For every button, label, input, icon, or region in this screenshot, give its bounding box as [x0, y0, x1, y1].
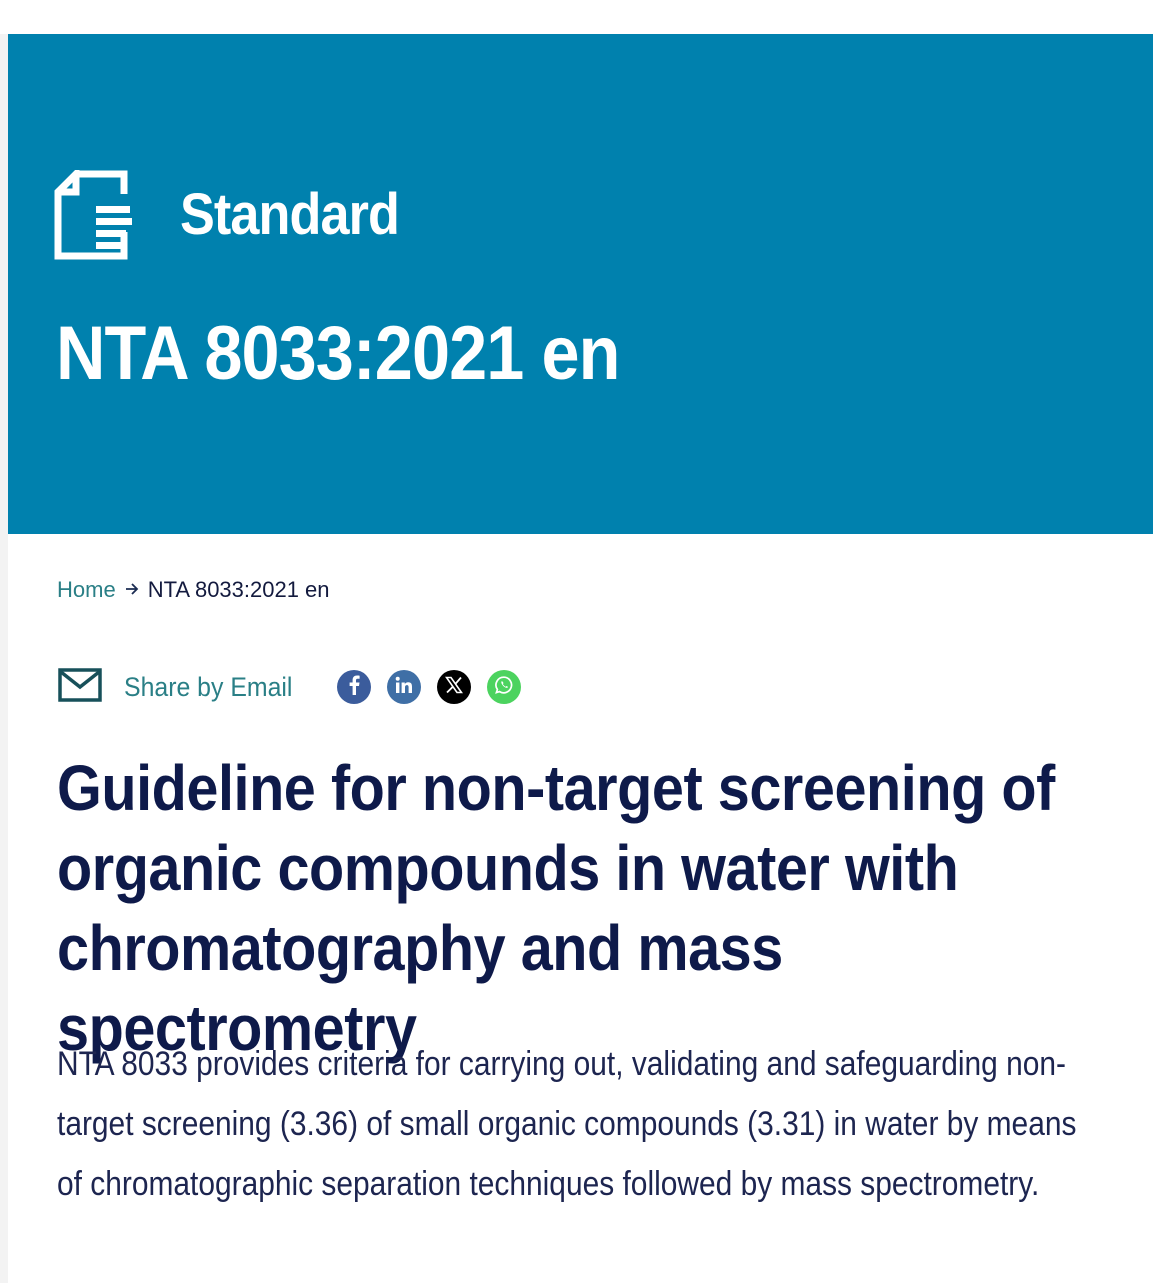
share-facebook-button[interactable] — [337, 670, 371, 704]
content-type — [54, 170, 423, 260]
share-by-email-button[interactable] — [58, 668, 307, 707]
breadcrumb-current: NTA 8033:2021 en — [147, 577, 330, 602]
share-by-email-label: Share by Email — [124, 671, 293, 702]
standard-title: NTA 8033:2021 en — [56, 311, 620, 396]
social-share-buttons — [337, 670, 521, 704]
share-x-button[interactable] — [437, 670, 471, 704]
facebook-icon — [346, 675, 362, 700]
linkedin-icon — [395, 676, 413, 699]
share-whatsapp-button[interactable] — [487, 670, 521, 704]
standard-description: NTA 8033 provides criteria for carrying out, validating and safeguarding non-target screening (3.36) of small organic compounds (3.31) in water by means of chromatographic separation techniques followed by mass spectrometry. — [57, 1045, 1077, 1203]
whatsapp-icon — [494, 675, 514, 700]
share-bar — [58, 664, 521, 710]
page-left-edge — [0, 34, 8, 1283]
breadcrumb-home-link[interactable]: Home — [57, 577, 116, 602]
content-type-label: Standard — [180, 182, 400, 247]
page-heading: Guideline for non-target screening of organic compounds in water with chromatography and mass spectrometry — [57, 752, 1055, 1064]
envelope-icon — [58, 668, 102, 707]
share-linkedin-button[interactable] — [387, 670, 421, 704]
hero-banner — [8, 34, 1153, 534]
document-icon — [54, 170, 134, 260]
arrow-right-icon — [125, 575, 139, 605]
x-icon — [445, 676, 463, 699]
breadcrumb — [57, 575, 330, 605]
